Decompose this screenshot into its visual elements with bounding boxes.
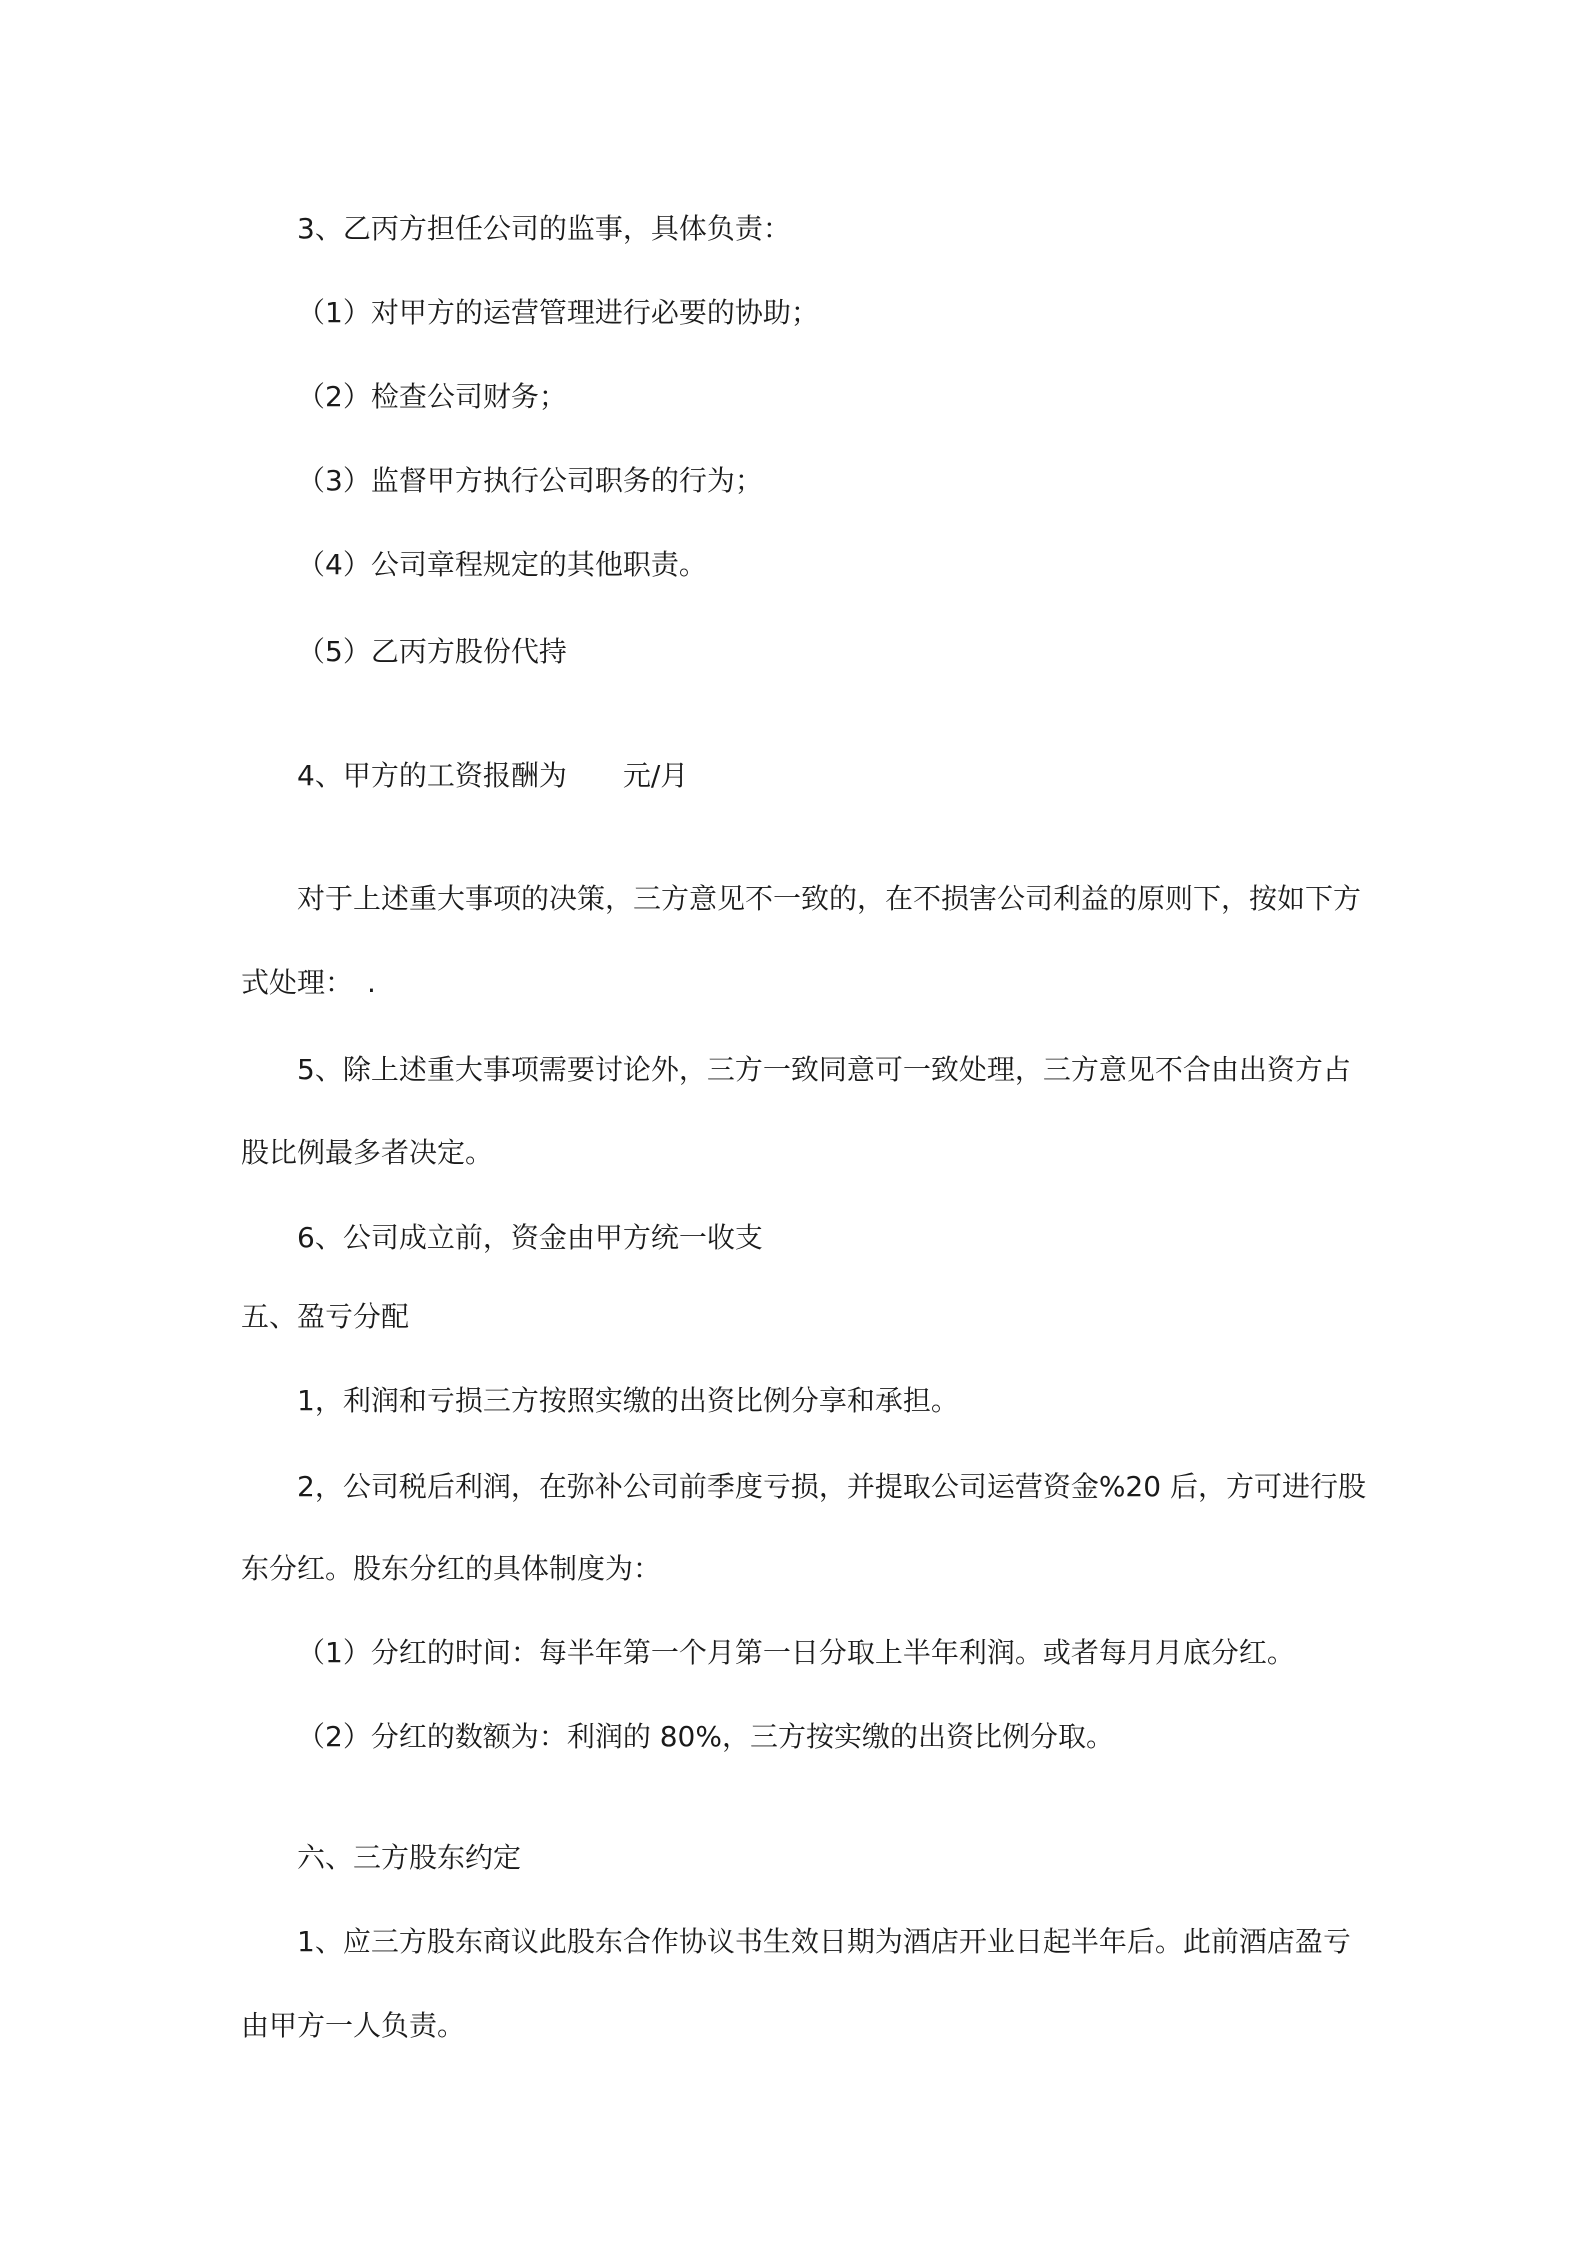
section-6-item-1-line-1: 1、应三方股东商议此股东合作协议书生效日期为酒店开业日起半年后。此前酒店盈亏 (297, 1925, 1351, 1958)
dividend-item-2: （2）分红的数额为：利润的 80%，三方按实缴的出资比例分取。 (297, 1720, 1114, 1753)
section-5-item-2-line-2: 东分红。股东分红的具体制度为： (241, 1552, 662, 1585)
paragraph-decision-line-2: 式处理： . (241, 966, 376, 999)
clause-3-title: 3、乙丙方担任公司的监事，具体负责： (297, 212, 791, 245)
clause-3-item-4: （4）公司章程规定的其他职责。 (297, 548, 707, 581)
section-5-heading: 五、盈亏分配 (241, 1300, 410, 1333)
clause-3-item-1: （1）对甲方的运营管理进行必要的协助； (297, 296, 819, 329)
clause-5-line-1: 5、除上述重大事项需要讨论外，三方一致同意可一致处理，三方意见不合由出资方占 (297, 1053, 1351, 1086)
paragraph-decision-line-1: 对于上述重大事项的决策，三方意见不一致的，在不损害公司利益的原则下，按如下方 (297, 882, 1362, 915)
clause-5-line-2: 股比例最多者决定。 (241, 1136, 494, 1169)
clause-3-item-3: （3）监督甲方执行公司职务的行为； (297, 464, 763, 497)
section-6-item-1-line-2: 由甲方一人负责。 (241, 2009, 466, 2042)
clause-4: 4、甲方的工资报酬为 元/月 (297, 759, 689, 792)
clause-3-item-5: （5）乙丙方股份代持 (297, 635, 567, 668)
section-5-item-1: 1，利润和亏损三方按照实缴的出资比例分享和承担。 (297, 1384, 959, 1417)
clause-3-item-2: （2）检查公司财务； (297, 380, 567, 413)
section-6-heading: 六、三方股东约定 (297, 1841, 522, 1874)
section-5-item-2-line-1: 2，公司税后利润，在弥补公司前季度亏损，并提取公司运营资金%20 后，方可进行股 (297, 1470, 1366, 1503)
dividend-item-1: （1）分红的时间：每半年第一个月第一日分取上半年利润。或者每月月底分红。 (297, 1636, 1295, 1669)
clause-6: 6、公司成立前，资金由甲方统一收支 (297, 1221, 763, 1254)
